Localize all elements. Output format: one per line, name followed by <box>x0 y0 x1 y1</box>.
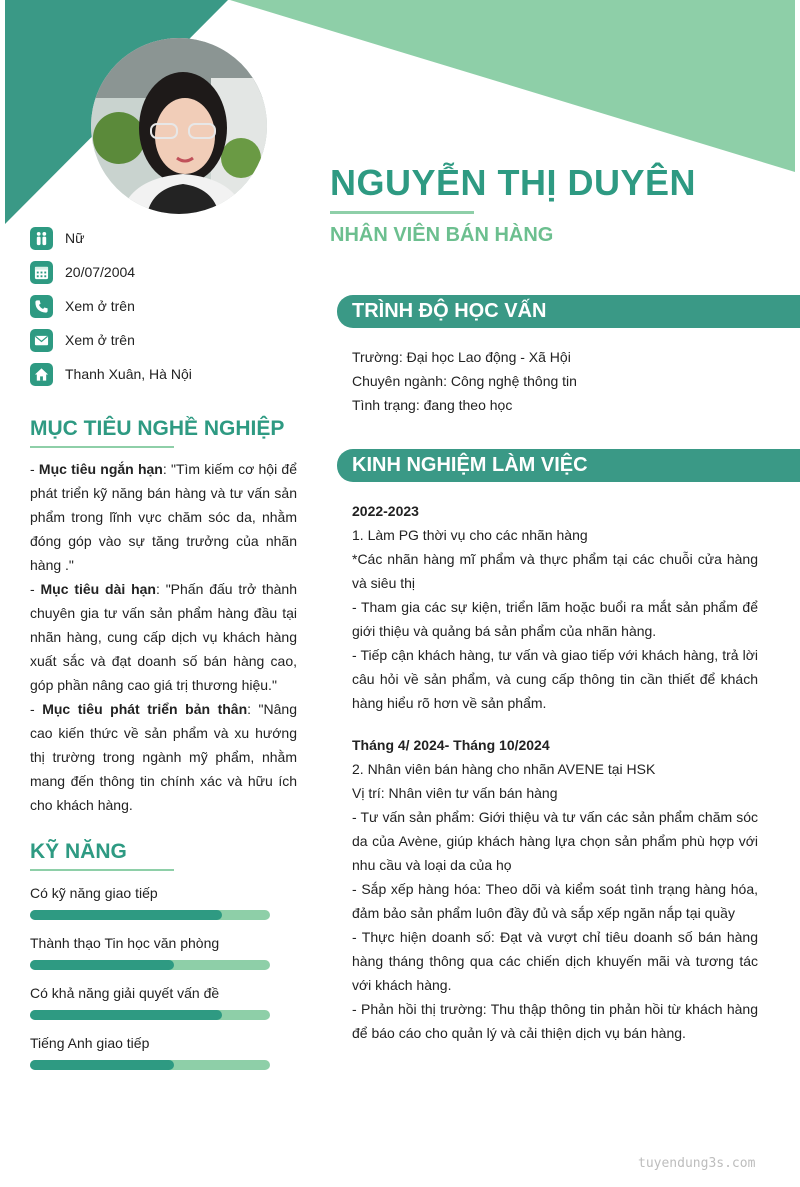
job-period: 2022-2023 <box>352 503 419 519</box>
skill-label: Có khả năng giải quyết vấn đề <box>30 985 220 1001</box>
education-line: Chuyên ngành: Công nghệ thông tin <box>352 373 577 389</box>
skill-bar-fill <box>30 1060 174 1070</box>
skills-underline <box>30 869 174 871</box>
job-line: - Thực hiện doanh số: Đạt và vượt chỉ tiêu doanh số bán hàng hàng tháng thông qua các chiến dịch khuyến mãi và tương tác với khách hàng. <box>352 929 758 993</box>
job-entry <box>352 733 758 1045</box>
email-icon <box>30 329 53 352</box>
skill-bar <box>30 910 270 920</box>
contact-list <box>30 221 192 391</box>
job-line: - Sắp xếp hàng hóa: Theo dõi và kiểm soát tình trạng hàng hóa, đảm bảo sản phẩm luôn đầy đủ và sắp xếp ngăn nắp tại quầy <box>352 881 758 921</box>
job-line: Vị trí: Nhân viên tư vấn bán hàng <box>352 785 558 801</box>
job-line: - Tiếp cận khách hàng, tư vấn và giao tiếp với khách hàng, trả lời câu hỏi về sản phẩm, và cung cấp thông tin cần thiết để khách hàng hiểu rõ hơn về sản phẩm. <box>352 647 758 711</box>
education-line: Trường: Đại học Lao động - Xã Hội <box>352 349 571 365</box>
contact-text: 20/07/2004 <box>65 264 136 280</box>
skills-list <box>30 880 270 1080</box>
skill-item <box>30 930 270 980</box>
job-line: - Tham gia các sự kiện, triển lãm hoặc buổi ra mắt sản phẩm để giới thiệu và quảng bá sản phẩm của nhãn hàng. <box>352 599 758 639</box>
objectives-underline <box>30 446 174 448</box>
contact-gender <box>30 221 192 255</box>
job-line: - Phản hồi thị trường: Thu thập thông tin phản hồi từ khách hàng để báo cáo cho quản lý và cải thiện dịch vụ bán hàng. <box>352 1001 758 1041</box>
skill-label: Thành thạo Tin học văn phòng <box>30 935 220 951</box>
contact-phone <box>30 289 192 323</box>
skills-title: KỸ NĂNG <box>30 840 127 863</box>
contact-text: Thanh Xuân, Hà Nội <box>65 366 192 382</box>
experience-title: KINH NGHIỆM LÀM VIỆC <box>337 449 800 482</box>
objective-item: - Mục tiêu ngắn hạn: "Tìm kiếm cơ hội để phát triển kỹ năng bán hàng và tư vấn sản phẩm trong lĩnh vực chăm sóc da, nhằm đóng góp vào sự tăng trưởng của nhãn hàng ." <box>30 461 297 573</box>
skill-item <box>30 880 270 930</box>
job-line: - Tư vấn sản phẩm: Giới thiệu và tư vấn các sản phẩm chăm sóc da của Avène, giúp khách hàng lựa chọn sản phẩm phù hợp với nhu cầu và loại da của họ <box>352 809 758 873</box>
name-underline <box>330 211 474 214</box>
skill-bar-fill <box>30 1010 222 1020</box>
candidate-name: NGUYỄN THỊ DUYÊN <box>330 162 697 203</box>
skill-item <box>30 980 270 1030</box>
contact-text: Xem ở trên <box>65 298 135 314</box>
job-line: 2. Nhân viên bán hàng cho nhãn AVENE tại HSK <box>352 761 656 777</box>
objective-item: - Mục tiêu dài hạn: "Phấn đấu trở thành chuyên gia tư vấn sản phẩm hàng đầu tại nhãn hàng, cung cấp dịch vụ khách hàng xuất sắc và đạt doanh số bán hàng cao, góp phần nâng cao giá trị thương hiệu." <box>30 581 297 693</box>
education-title: TRÌNH ĐỘ HỌC VẤN <box>337 295 800 328</box>
contact-birthday <box>30 255 192 289</box>
education-details <box>352 345 577 417</box>
watermark: tuyendung3s.com <box>638 1156 756 1171</box>
skill-item <box>30 1030 270 1080</box>
education-line: Tình trạng: đang theo học <box>352 397 513 413</box>
skill-bar <box>30 960 270 970</box>
phone-icon <box>30 295 53 318</box>
experience-list <box>352 499 758 1045</box>
job-period: Tháng 4/ 2024- Tháng 10/2024 <box>352 737 550 753</box>
profile-photo <box>91 38 267 214</box>
skill-label: Có kỹ năng giao tiếp <box>30 885 158 901</box>
skill-bar <box>30 1060 270 1070</box>
job-line: 1. Làm PG thời vụ cho các nhãn hàng <box>352 527 588 543</box>
contact-text: Nữ <box>65 230 85 246</box>
home-icon <box>30 363 53 386</box>
gender-icon <box>30 227 53 250</box>
job-entry <box>352 499 758 715</box>
candidate-role: NHÂN VIÊN BÁN HÀNG <box>330 224 554 246</box>
objectives-title: MỤC TIÊU NGHỀ NGHIỆP <box>30 417 285 440</box>
job-line: *Các nhãn hàng mĩ phẩm và thực phẩm tại các chuỗi cửa hàng và siêu thị <box>352 551 758 591</box>
contact-email <box>30 323 192 357</box>
skill-label: Tiếng Anh giao tiếp <box>30 1035 150 1051</box>
skill-bar-fill <box>30 960 174 970</box>
contact-text: Xem ở trên <box>65 332 135 348</box>
contact-address <box>30 357 192 391</box>
calendar-icon <box>30 261 53 284</box>
objectives-text <box>30 457 297 817</box>
skill-bar-fill <box>30 910 222 920</box>
objective-item: - Mục tiêu phát triển bản thân: "Nâng cao kiến thức về sản phẩm và xu hướng thị trường trong ngành mỹ phẩm, nhằm mang đến thông tin chính xác và hữu ích cho khách hàng. <box>30 701 297 813</box>
skill-bar <box>30 1010 270 1020</box>
